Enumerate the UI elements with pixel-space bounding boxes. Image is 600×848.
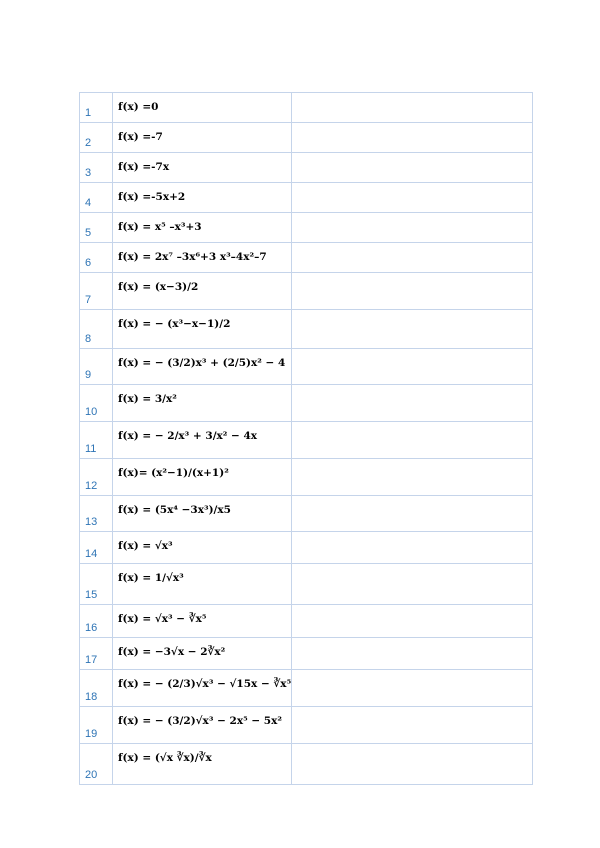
- function-cell: [113, 638, 292, 670]
- function-expression: f(x) =-7x: [118, 161, 170, 173]
- answer-cell[interactable]: [292, 153, 533, 183]
- function-cell: [113, 153, 292, 183]
- function-expression: f(x) =-7: [118, 131, 163, 143]
- answer-cell[interactable]: [292, 93, 533, 123]
- table-row: [80, 459, 533, 496]
- answer-cell[interactable]: [292, 670, 533, 707]
- function-cell: [113, 496, 292, 532]
- row-number: 18: [85, 691, 98, 703]
- table-row: [80, 422, 533, 459]
- answer-cell[interactable]: [292, 349, 533, 385]
- table-row: [80, 243, 533, 273]
- table-row: [80, 385, 533, 422]
- function-cell: [113, 670, 292, 707]
- function-expression: f(x) =-5x+2: [118, 191, 186, 203]
- row-number-cell: [80, 707, 113, 744]
- answer-cell[interactable]: [292, 459, 533, 496]
- row-number-cell: [80, 153, 113, 183]
- answer-cell[interactable]: [292, 273, 533, 310]
- function-expression: f(x) = − (2/3)√x³ − √15x − ∛x⁵: [118, 678, 292, 690]
- function-cell: [113, 564, 292, 605]
- row-number-cell: [80, 93, 113, 123]
- row-number-cell: [80, 670, 113, 707]
- function-expression: f(x) = − (3/2)√x³ − 2x⁵ − 5x²: [118, 715, 282, 727]
- function-cell: [113, 349, 292, 385]
- function-cell: [113, 243, 292, 273]
- row-number: 1: [85, 107, 92, 119]
- table-row: [80, 183, 533, 213]
- function-cell: [113, 707, 292, 744]
- worksheet-table: [79, 92, 533, 785]
- row-number-cell: [80, 310, 113, 349]
- row-number: 17: [85, 654, 98, 666]
- answer-cell[interactable]: [292, 707, 533, 744]
- function-expression: f(x) = 2x⁷ –3x⁶+3 x³–4x²–7: [118, 251, 267, 263]
- row-number: 8: [85, 333, 92, 345]
- table-row: [80, 349, 533, 385]
- table-row: [80, 213, 533, 243]
- answer-cell[interactable]: [292, 744, 533, 785]
- row-number-cell: [80, 422, 113, 459]
- answer-cell[interactable]: [292, 422, 533, 459]
- answer-cell[interactable]: [292, 213, 533, 243]
- function-cell: [113, 744, 292, 785]
- function-expression: f(x) = (5x⁴ −3x³)/x5: [118, 504, 231, 516]
- answer-cell[interactable]: [292, 564, 533, 605]
- row-number-cell: [80, 532, 113, 564]
- function-cell: [113, 123, 292, 153]
- table-row: [80, 707, 533, 744]
- function-cell: [113, 459, 292, 496]
- row-number: 7: [85, 294, 92, 306]
- row-number-cell: [80, 459, 113, 496]
- function-expression: f(x) = − 2/x³ + 3/x² − 4x: [118, 430, 258, 442]
- function-cell: [113, 310, 292, 349]
- row-number: 15: [85, 589, 98, 601]
- function-expression: f(x) = (√x ∛x)/∛x: [118, 752, 212, 764]
- row-number-cell: [80, 349, 113, 385]
- row-number-cell: [80, 213, 113, 243]
- answer-cell[interactable]: [292, 532, 533, 564]
- function-expression: f(x) = − (3/2)x³ + (2/5)x² − 4: [118, 357, 286, 369]
- row-number: 14: [85, 548, 98, 560]
- answer-cell[interactable]: [292, 183, 533, 213]
- table-row: [80, 310, 533, 349]
- function-expression: f(x) = √x³ − ∛x⁵: [118, 613, 207, 625]
- row-number-cell: [80, 564, 113, 605]
- function-expression: f(x) = 3/x²: [118, 393, 177, 405]
- answer-cell[interactable]: [292, 243, 533, 273]
- row-number: 20: [85, 769, 98, 781]
- function-expression: f(x) =0: [118, 101, 159, 113]
- row-number: 3: [85, 167, 92, 179]
- table-row: [80, 564, 533, 605]
- function-expression: f(x) = √x³: [118, 540, 173, 552]
- table-row: [80, 744, 533, 785]
- row-number: 4: [85, 197, 92, 209]
- row-number-cell: [80, 385, 113, 422]
- function-cell: [113, 532, 292, 564]
- function-expression: f(x) = (x−3)/2: [118, 281, 199, 293]
- row-number-cell: [80, 496, 113, 532]
- row-number: 6: [85, 257, 92, 269]
- table-row: [80, 496, 533, 532]
- function-expression: f(x) = x⁵ –x³+3: [118, 221, 202, 233]
- row-number: 16: [85, 622, 98, 634]
- table-row: [80, 123, 533, 153]
- table-row: [80, 670, 533, 707]
- row-number-cell: [80, 273, 113, 310]
- answer-cell[interactable]: [292, 123, 533, 153]
- row-number: 12: [85, 480, 98, 492]
- row-number-cell: [80, 744, 113, 785]
- row-number: 13: [85, 516, 98, 528]
- table-row: [80, 93, 533, 123]
- table-row: [80, 273, 533, 310]
- row-number-cell: [80, 123, 113, 153]
- table-row: [80, 638, 533, 670]
- row-number: 9: [85, 369, 92, 381]
- function-expression: f(x) = −3√x − 2∛x²: [118, 646, 226, 658]
- answer-cell[interactable]: [292, 496, 533, 532]
- function-cell: [113, 183, 292, 213]
- row-number: 19: [85, 728, 98, 740]
- row-number: 2: [85, 137, 92, 149]
- table-row: [80, 532, 533, 564]
- function-cell: [113, 385, 292, 422]
- row-number: 11: [85, 443, 97, 455]
- row-number: 10: [85, 406, 98, 418]
- answer-cell[interactable]: [292, 605, 533, 638]
- table-row: [80, 605, 533, 638]
- function-expression: f(x)= (x²−1)/(x+1)²: [118, 467, 229, 479]
- row-number: 5: [85, 227, 92, 239]
- row-number-cell: [80, 638, 113, 670]
- answer-cell[interactable]: [292, 385, 533, 422]
- function-expression: f(x) = 1/√x³: [118, 572, 184, 584]
- table-row: [80, 153, 533, 183]
- function-cell: [113, 93, 292, 123]
- answer-cell[interactable]: [292, 638, 533, 670]
- row-number-cell: [80, 183, 113, 213]
- answer-cell[interactable]: [292, 310, 533, 349]
- function-cell: [113, 605, 292, 638]
- function-cell: [113, 213, 292, 243]
- row-number-cell: [80, 243, 113, 273]
- function-expression: f(x) = − (x³−x−1)/2: [118, 318, 231, 330]
- function-cell: [113, 422, 292, 459]
- row-number-cell: [80, 605, 113, 638]
- function-cell: [113, 273, 292, 310]
